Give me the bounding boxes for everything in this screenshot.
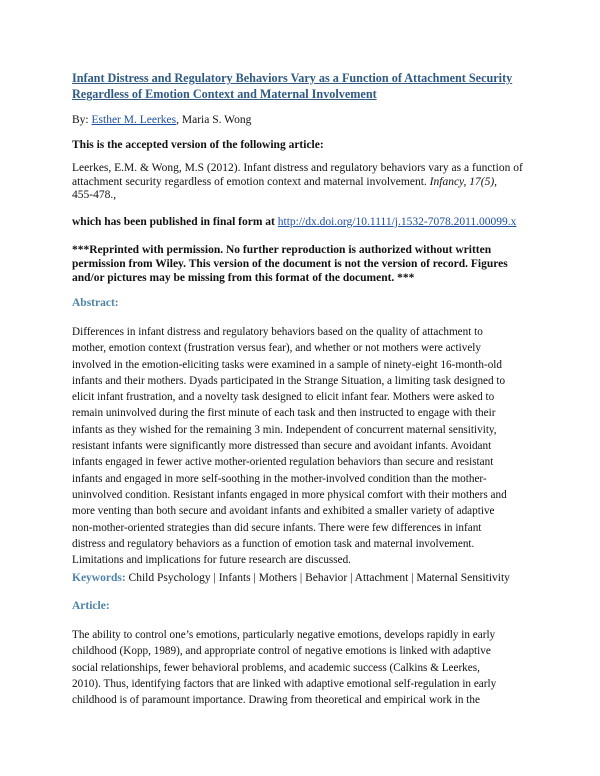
article-heading: Article: bbox=[72, 600, 110, 612]
doi-link[interactable]: http://dx.doi.org/10.1111/j.1532-7078.2011.00099.x bbox=[277, 216, 517, 228]
article-line: 2010). Thus, identifying factors that are linked with adaptive emotional self-regulation in early bbox=[72, 677, 497, 690]
abstract-line: non-mother-oriented strategies than did secure infants. There were few differences in infant bbox=[72, 521, 482, 534]
reprint-notice: ***Reprinted with permission. No further reproduction is authorized without written permission from Wiley. This version of the document is not the version of record. Figures and/or pictures may be missing from this format of the document. *** bbox=[72, 244, 508, 284]
article-title-line-2[interactable]: Regardless of Emotion Context and Maternal Involvement bbox=[72, 87, 377, 101]
byline bbox=[72, 113, 251, 127]
article-line: social relationships, fewer behavioral problems, and academic success (Calkins & Leerkes, bbox=[72, 661, 480, 674]
abstract-line: remain uninvolved during the first minute of each task and then instructed to engage with their bbox=[72, 407, 496, 420]
abstract-line: more venting than both secure and avoidant infants and exhibited a smaller variety of adaptive bbox=[72, 505, 495, 518]
author-link[interactable]: Esther M. Leerkes bbox=[91, 114, 177, 126]
published-notice bbox=[72, 215, 516, 229]
article-line: childhood is of paramount importance. Drawing from theoretical and empirical work in the bbox=[72, 694, 480, 707]
abstract-line: Differences in infant distress and regulatory behaviors based on the quality of attachment to bbox=[72, 326, 483, 338]
abstract-line: infants engaged in fewer active mother-oriented regulation behaviors than secure and resistant bbox=[72, 456, 494, 469]
abstract-line: involved in the emotion-eliciting tasks were examined in a sample of ninety-eight 16-month-old bbox=[72, 358, 502, 371]
abstract-line: infants and engaged in more self-soothing in the mother-involved condition than the mother- bbox=[72, 472, 487, 485]
published-text: which has been published in final form at bbox=[72, 216, 278, 228]
abstract-line: Limitations and implications for future research are discussed. bbox=[72, 554, 351, 567]
accepted-version-notice: This is the accepted version of the following article: bbox=[72, 139, 324, 151]
abstract-body bbox=[72, 324, 540, 568]
keywords-line bbox=[72, 571, 510, 585]
byline-coauthor: , Maria S. Wong bbox=[176, 114, 252, 126]
byline-prefix: By: bbox=[72, 114, 92, 126]
keywords-label: Keywords: bbox=[72, 572, 126, 584]
citation-text: Leerkes, E.M. & Wong, M.S (2012). Infant distress and regulatory behaviors vary as a function of attachment security regardless of emotion context and maternal involvement. bbox=[72, 162, 523, 188]
keywords-list: Child Psychology | Infants | Mothers | Behavior | Attachment | Maternal Sensitivity bbox=[125, 572, 510, 584]
abstract-line: infants as they wished for the remaining 3 min. Independent of concurrent maternal sensitivity, bbox=[72, 423, 497, 436]
abstract-line: distress and regulatory behaviors as a function of emotion task and maternal involvement. bbox=[72, 537, 475, 550]
citation-pages: 455-478., bbox=[72, 189, 117, 202]
article-title-line-1[interactable]: Infant Distress and Regulatory Behaviors Vary as a Function of Attachment Security bbox=[72, 71, 513, 85]
article-title[interactable] bbox=[72, 70, 542, 102]
abstract-line: resistant infants were significantly more distressed than secure and avoidant infants. Avoidant bbox=[72, 440, 492, 453]
citation bbox=[72, 162, 542, 203]
article-line: childhood (Kopp, 1989), and appropriate control of negative emotions is linked with adaptive bbox=[72, 645, 491, 658]
abstract-line: elicit infant frustration, and a novelty task designed to elicit infant fear. Mothers were asked to bbox=[72, 391, 495, 404]
abstract-heading: Abstract: bbox=[72, 297, 119, 309]
article-body bbox=[72, 627, 540, 708]
abstract-line: mother, emotion context (frustration versus fear), and whether or not mothers were actively bbox=[72, 342, 481, 355]
article-line: The ability to control one’s emotions, particularly negative emotions, develops rapidly in early bbox=[72, 629, 496, 641]
abstract-line: uninvolved condition. Resistant infants engaged in more physical comfort with their mothers and bbox=[72, 488, 507, 501]
citation-journal: Infancy, 17(5), bbox=[429, 175, 498, 188]
abstract-line: infants and their mothers. Dyads participated in the Strange Situation, a limiting task designed to bbox=[72, 374, 506, 387]
